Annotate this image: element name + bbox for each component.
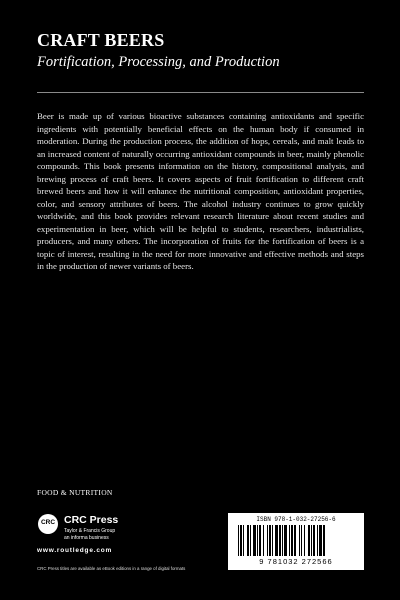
publisher-website: www.routledge.com (37, 547, 113, 554)
publisher-name: CRC Press (64, 514, 119, 526)
publisher-tagline: an informa business (64, 535, 109, 541)
barcode-bars (238, 525, 354, 556)
publisher-group: Taylor & Francis Group (64, 528, 116, 534)
subject-category: FOOD & NUTRITION (37, 488, 113, 497)
book-title: CRAFT BEERS (37, 30, 165, 50)
book-subtitle: Fortification, Processing, and Production (37, 54, 280, 70)
isbn-barcode (228, 513, 364, 570)
isbn-label: ISBN 978-1-032-27256-6 (256, 516, 336, 523)
logo-text: CRC (40, 519, 56, 526)
crc-logo-icon (38, 514, 58, 534)
book-description: Beer is made up of various bioactive substances containing antioxidants and specific ingredients with potentially beneficial effects on the human body if consumed in moderation. During the production process, the addition of hops, cereals, and malt leads to an increased content of naturally occurring antioxidant compounds in beer, mainly phenolic compounds. This book presents information on the history, compositional analysis, and brewing process of craft beers. It covers aspects of fruit fortification to different craft brewed beers and how it will enhance the nutritional composition, antioxidant properties, color, and sensory attributes of beers. The alcohol industry continues to grow quickly worldwide, and this book provides relevant research literature about recent studies and experimentation in beer, which will be helpful to students, researchers, industrialists, producers, and many others. The incorporation of fruits for the fortification of beers is a topic of interest, resulting in the need for more innovative and effective methods and steps in the production of newer variants of beers. (37, 111, 364, 271)
divider (37, 92, 364, 93)
ebook-note: CRC Press titles are available as eBook editions in a range of digital formats (37, 566, 186, 571)
barcode-number: 9 781032 272566 (259, 557, 333, 566)
